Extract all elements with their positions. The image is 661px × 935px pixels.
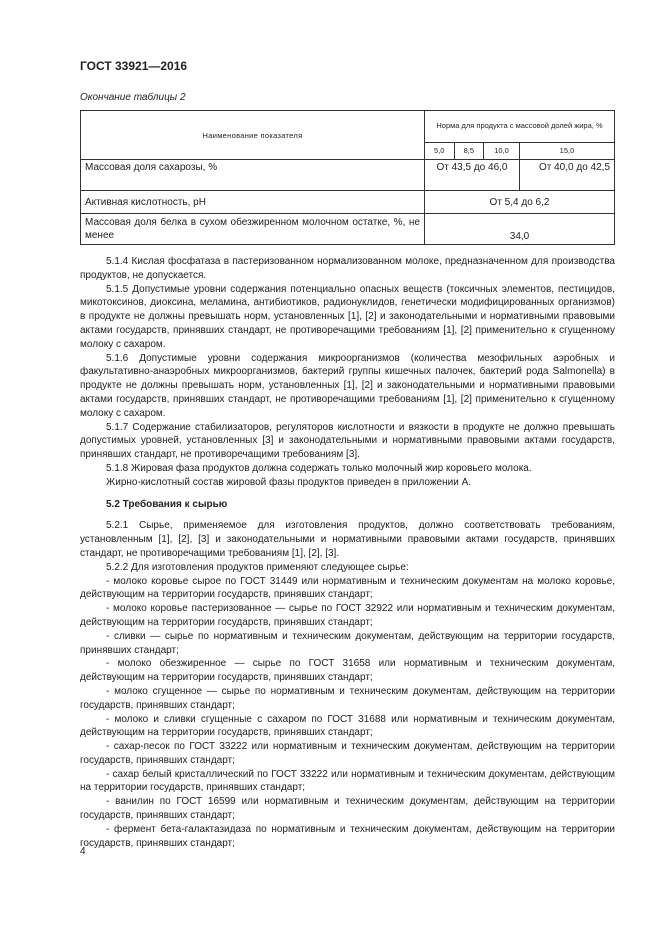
table-row — [81, 191, 615, 214]
fat-column-header: 8,5 — [454, 142, 484, 159]
row-name: Массовая доля белка в сухом обезжиренном молочном остатке, %, не менее — [81, 214, 425, 245]
list-item: - молоко коровье пастеризованное — сырье по ГОСТ 32922 или нормативным и техническим документам, действующим на территории государств, принявших стандарт; — [80, 603, 615, 628]
fat-column-header: 10,0 — [484, 142, 520, 159]
fat-column-header: 15,0 — [519, 142, 614, 159]
row-value: От 40,0 до 42,5 — [519, 160, 614, 191]
row-name: Активная кислотность, pH — [81, 191, 425, 214]
row-value: От 5,4 до 6,2 — [425, 191, 615, 214]
requirements-table — [80, 110, 615, 245]
paragraph: 5.1.5 Допустимые уровни содержания потенциально опасных веществ (токсичных элементов, пестицидов, микотоксинов, диоксина, меламина, антибиотиков, радионуклидов, генетически модифицированных организмов) в продукте не должны превышать норм, установленных [1], [2] и законодательными и нормативными правовыми актами государств, принявших стандарт, не противоречащими требованиям [1], [2] применительно к сгущенному молоку с сахаром. — [80, 283, 615, 350]
list-item: - фермент бета-галактазидаза по нормативным и техническим документам, действующим на территории государств, принявших стандарт; — [80, 823, 615, 849]
paragraph: 5.2.2 Для изготовления продуктов применяют следующее сырье: — [106, 561, 409, 573]
table-row — [81, 214, 615, 245]
page-number: 4 — [80, 846, 86, 857]
paragraph: 5.2.1 Сырье, применяемое для изготовления продуктов, должно соответствовать требованиям, установленным [1], [2], [3] и законодательными и нормативными правовыми актами государств, принявших стандарт, не противоречащими требованиям [1], [2], [3]. — [80, 520, 615, 559]
list-item: - молоко коровье сырое по ГОСТ 31449 или нормативным и техническим документам на молоко коровье, действующим на территории государств, принявших стандарт; — [80, 575, 615, 601]
list-item: - сливки — сырье по нормативным и техническим документам, действующим на территории государств, принявших стандарт; — [80, 630, 615, 656]
paragraph: Жирно-кислотный состав жировой фазы продуктов приведен в приложении А. — [106, 476, 472, 488]
list-item: - молоко сгущенное — сырье по нормативным и техническим документам, действующим на территории государств, принявших стандарт; — [80, 685, 615, 711]
column-header-name: Наименование показателя — [81, 111, 425, 160]
paragraph: 5.1.7 Содержание стабилизаторов, регуляторов кислотности и вязкости в продукте не должно превышать допустимых уровней, установленных [3] и законодательными и нормативными правовыми актами государств, принявших стандарт, не противоречащими требованиям [3]. — [80, 421, 615, 461]
paragraph: 5.1.8 Жировая фаза продуктов должна содержать только молочный жир коровьего молока. — [106, 462, 532, 474]
list-item: - сахар-песок по ГОСТ 33222 или нормативным и техническим документам, действующим на территории государств, принявших стандарт; — [80, 741, 615, 766]
list-item: - ванилин по ГОСТ 16599 или нормативным и техническим документам, действующим на территории государств, принявших стандарт; — [80, 796, 615, 822]
section-title: 5.2 Требования к сырью — [106, 498, 228, 510]
document-body — [80, 255, 615, 850]
table-row — [81, 160, 615, 191]
row-name: Массовая доля сахарозы, % — [81, 160, 425, 191]
list-item: - сахар белый кристаллический по ГОСТ 33222 или нормативным и техническим документам, действующим на территории государств, принявших стандарт; — [80, 768, 615, 794]
list-item: - молоко обезжиренное — сырье по ГОСТ 31658 или нормативным и техническим документам, действующим на территории государств, принявших стандарт; — [80, 658, 615, 684]
paragraph: 5.1.6 Допустимые уровни содержания микроорганизмов (количества мезофильных аэробных и факультативно-анаэробных микроорганизмов, бактерий группы кишечных палочек, бактерий рода Salmonella) в продукте не должны превышать норм, установленных [1], [2] и законодательными и нормативными правовыми актами государств, принявших стандарт, не противоречащими требованиям [1], [2] применительно к сгущенному молоку с сахаром. — [80, 352, 615, 419]
table-caption: Окончание таблицы 2 — [80, 92, 186, 103]
row-value: От 43,5 до 46,0 — [425, 160, 520, 191]
paragraph: 5.1.4 Кислая фосфатаза в пастеризованном нормализованном молоке, предназначенном для производства продуктов, не допускается. — [80, 256, 615, 281]
list-item: - молоко и сливки сгущенные с сахаром по ГОСТ 31688 или нормативным и техническим документам, действующим на территории государств, принявших стандарт; — [80, 713, 615, 739]
fat-column-header: 5,0 — [425, 142, 455, 159]
row-value: 34,0 — [425, 214, 615, 245]
column-header-norm: Норма для продукта с массовой долей жира, % — [425, 111, 615, 143]
document-header: ГОСТ 33921—2016 — [80, 59, 188, 73]
